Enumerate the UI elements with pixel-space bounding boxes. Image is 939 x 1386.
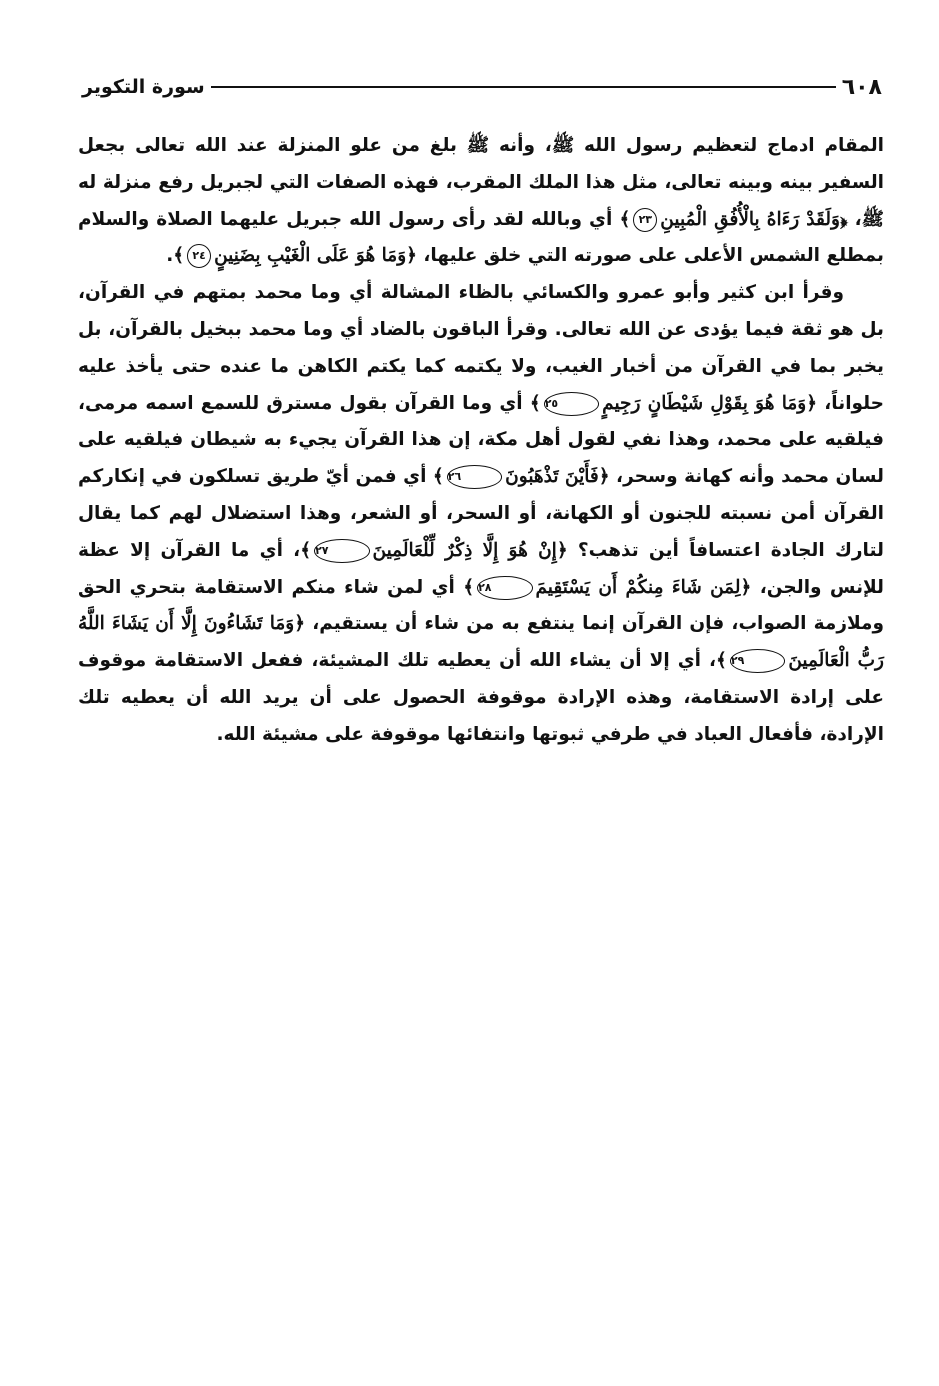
ayah-number-marker: ٢٨ [477, 576, 532, 600]
paragraph-text: أي وبالله لقد رأى رسول الله جبريل عليهما الصلاة والسلام بمطلع الشمس الأعلى على صورته التي خلق عليها، [78, 208, 884, 267]
verse-close-bracket: ﴾ [432, 466, 444, 488]
verse-close-bracket: ﴾ [529, 392, 541, 414]
running-title: سورة التكوير [82, 76, 205, 98]
ayah-number-marker: ٢٩ [730, 649, 785, 673]
verse-close-bracket: ﴾ [716, 650, 727, 672]
verse-open-bracket: ﴿ [839, 208, 848, 230]
verse-open-bracket: ﴿ [740, 576, 752, 598]
ayah-number-marker: ٢٦ [447, 465, 502, 489]
paragraph-text: أي لمن شاء منكم الاستقامة بتحري الحق وملازمة الصواب، فإن القرآن إنما ينتفع به من شاء أن يستقيم، [78, 576, 885, 635]
paragraph-text: . [166, 245, 174, 267]
verse-open-bracket: ﴿ [406, 245, 417, 267]
verse-open-bracket: ﴿ [806, 392, 818, 414]
quran-verse: وَلَقَدْ رَءَاهُ بِالْأُفُقِ الْمُبِينِ [660, 208, 840, 230]
verse-close-bracket: ﴾ [300, 539, 312, 561]
verse-open-bracket: ﴿ [556, 539, 568, 561]
verse-open-bracket: ﴿ [294, 613, 306, 635]
ayah-number-marker: ٢٣ [633, 208, 657, 232]
header-rule [211, 86, 836, 88]
paragraph-text: وقرأ ابن كثير وأبو عمرو والكسائي بالظاء المشالة أي وما محمد بمتهم في القرآن، بل هو ثقة فيما يؤدى عن الله تعالى. وقرأ الباقون بالضاد أي وما محمد ببخيل بالقرآن، بل يخبر بما في القرآن من أخبار الغيب، ولا يكتمه كما يكتم الكاهن ما عنده حتى يأخذ عليه حلواناً، [78, 282, 885, 414]
page-header [82, 72, 882, 102]
quran-verse: إِنْ هُوَ إِلَّا ذِكْرٌ لِّلْعَالَمِينَ [372, 539, 557, 561]
paragraph-text: أي وما القرآن بقول مسترق للسمع اسمه مرمى، فيلقيه على محمد، وهذا نفي لقول أهل مكة، إن هذا القرآن يجيء به شيطان فيلقيه على لسان محمد وأنه كهانة وسحر، [78, 392, 884, 488]
verse-close-bracket: ﴾ [463, 576, 475, 598]
quran-verse: فَأَيْنَ تَذْهَبُونَ [505, 466, 599, 488]
body-text [78, 128, 884, 754]
ayah-number-marker: ٢٥ [544, 392, 599, 416]
paragraph-text: ، أي ما القرآن إلا عظة للإنس والجن، [78, 539, 885, 598]
quran-verse: وَمَا هُوَ بِقَوْلِ شَيْطَانٍ رَجِيمٍ [602, 392, 807, 414]
paragraph [78, 128, 884, 275]
quran-verse: لِمَن شَاءَ مِنكُمْ أَن يَسْتَقِيمَ [535, 576, 741, 598]
quran-verse: وَمَا هُوَ عَلَى الْغَيْبِ بِضَنِينٍ [214, 245, 407, 267]
verse-close-bracket: ﴾ [619, 208, 631, 230]
paragraph [78, 275, 884, 753]
ayah-number-marker: ٢٤ [187, 244, 211, 268]
paragraph-text: المقام ادماج لتعظيم رسول الله ﷺ، وأنه ﷺ بلغ من علو المنزلة عند الله تعالى بجعل السفير بينه وبينه تعالى، مثل هذا الملك المقرب، فهذه الصفات التي لجبريل رفع منزلة له ﷺ، [78, 135, 884, 230]
verse-open-bracket: ﴿ [598, 466, 610, 488]
paragraph-text: أي فمن أيّ طريق تسلكون في إنكاركم القرآن أمن نسبته للجنون أو الكهانة، أو السحر، أو الشعر، وهذا استضلال لهم كما يقال لتارك الجادة اعتسافاً أين تذهب؟ [78, 466, 885, 561]
verse-close-bracket: ﴾ [173, 245, 185, 267]
page-number: ٦٠٨ [841, 74, 882, 100]
paragraph-text: ، أي إلا أن يشاء الله أن يعطيه تلك المشيئة، ففعل الاستقامة موقوف على إرادة الاستقامة، وهذه الإرادة موقوفة الحصول على أن يريد الله أن يعطيه تلك الإرادة، فأفعال العباد في طرفي ثبوتها وانتفائها موقوفة على مشيئة الله. [78, 650, 884, 745]
ayah-number-marker: ٢٧ [314, 539, 369, 563]
quran-verse: وَمَا تَشَاءُونَ إِلَّا أَن يَشَاءَ اللَّهُ رَبُّ الْعَالَمِينَ [78, 613, 884, 672]
